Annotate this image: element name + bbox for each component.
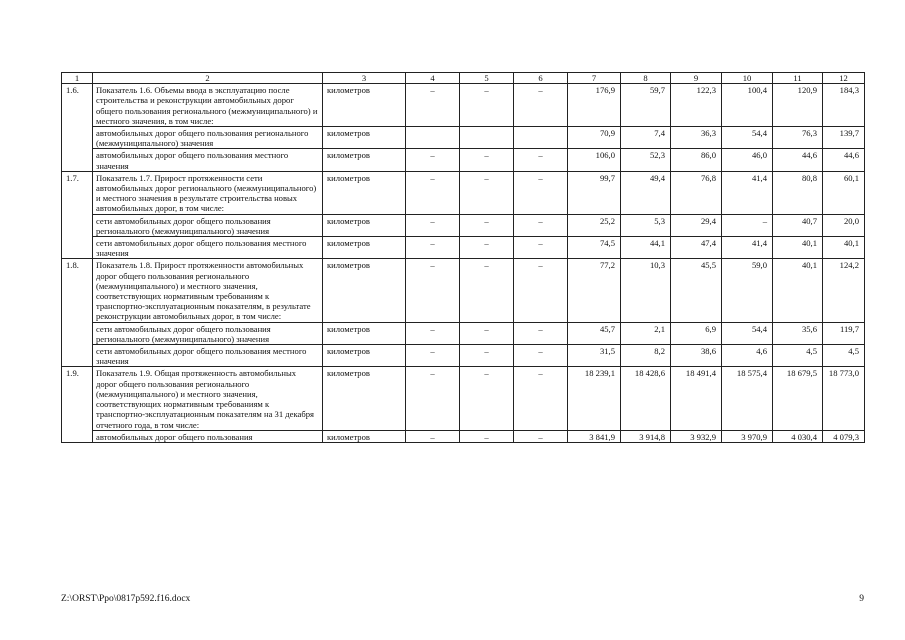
column-number: 7 [568, 73, 621, 84]
unit-cell: километров [323, 214, 406, 236]
unit-cell: километров [323, 84, 406, 127]
value-cell: – [460, 259, 514, 322]
value-cell: 4,6 [722, 345, 773, 367]
unit-cell: километров [323, 367, 406, 430]
value-cell: – [460, 237, 514, 259]
table-row [62, 430, 865, 442]
indicator-name: Показатель 1.7. Прирост протяженности сети автомобильных дорог регионального (межмуниципального) и местного значения в результате строительства новых автомобильных дорог, в том числе: [93, 171, 323, 214]
table-row [62, 259, 865, 322]
value-cell: 18 428,6 [621, 367, 671, 430]
table-row [62, 84, 865, 127]
value-cell: 18 491,4 [671, 367, 722, 430]
indicator-name: Показатель 1.8. Прирост протяженности автомобильных дорог общего пользования регионального (межмуниципального) и местного значения, соответствующих нормативным требованиям к транспортно-эксплуатационным показателям, в результате реконструкции автомобильных дорог, в том числе: [93, 259, 323, 322]
value-cell: 7,4 [621, 127, 671, 149]
unit-cell: километров [323, 430, 406, 442]
value-cell: – [722, 214, 773, 236]
value-cell: 29,4 [671, 214, 722, 236]
value-cell: – [460, 149, 514, 171]
table-row [62, 149, 865, 171]
column-number: 6 [514, 73, 568, 84]
value-cell: 40,7 [773, 214, 823, 236]
value-cell: – [406, 171, 460, 214]
value-cell: 46,0 [722, 149, 773, 171]
table-row [62, 237, 865, 259]
column-number: 1 [62, 73, 93, 84]
value-cell: – [406, 84, 460, 127]
value-cell: 5,3 [621, 214, 671, 236]
value-cell: 38,6 [671, 345, 722, 367]
value-cell: 20,0 [823, 214, 865, 236]
value-cell: 54,4 [722, 322, 773, 344]
value-cell: 36,3 [671, 127, 722, 149]
page-number: 9 [859, 594, 864, 604]
value-cell: 25,2 [568, 214, 621, 236]
value-cell: – [406, 430, 460, 442]
value-cell: 60,1 [823, 171, 865, 214]
value-cell: – [406, 367, 460, 430]
value-cell: 49,4 [621, 171, 671, 214]
indicator-number: 1.6. [62, 84, 93, 172]
value-cell: – [514, 367, 568, 430]
value-cell: 2,1 [621, 322, 671, 344]
indicator-name: Показатель 1.9. Общая протяженность автомобильных дорог общего пользования регионального (межмуниципального) и местного значения, соответствующих нормативным требованиям к транспортно-эксплуатационным показателям на 31 декабря отчетного года, в том числе: [93, 367, 323, 430]
value-cell: 8,2 [621, 345, 671, 367]
value-cell: – [514, 322, 568, 344]
value-cell: 99,7 [568, 171, 621, 214]
value-cell: 122,3 [671, 84, 722, 127]
value-cell: 4,5 [823, 345, 865, 367]
value-cell: 70,9 [568, 127, 621, 149]
value-cell: – [406, 322, 460, 344]
value-cell: 18 773,0 [823, 367, 865, 430]
value-cell: 3 841,9 [568, 430, 621, 442]
indicator-name: автомобильных дорог общего пользования местного значения [93, 149, 323, 171]
value-cell: 100,4 [722, 84, 773, 127]
value-cell [514, 127, 568, 149]
value-cell: 4 079,3 [823, 430, 865, 442]
value-cell: – [460, 367, 514, 430]
value-cell: – [514, 149, 568, 171]
value-cell: 80,8 [773, 171, 823, 214]
value-cell: 6,9 [671, 322, 722, 344]
table-body [62, 73, 865, 443]
indicator-name: автомобильных дорог общего пользования [93, 430, 323, 442]
value-cell: 120,9 [773, 84, 823, 127]
value-cell: – [514, 214, 568, 236]
value-cell: – [514, 84, 568, 127]
table-row [62, 127, 865, 149]
value-cell: 52,3 [621, 149, 671, 171]
table-row [62, 171, 865, 214]
indicator-number: 1.8. [62, 259, 93, 367]
value-cell: – [514, 171, 568, 214]
value-cell: 44,6 [773, 149, 823, 171]
value-cell: 44,6 [823, 149, 865, 171]
value-cell: 76,8 [671, 171, 722, 214]
column-number: 12 [823, 73, 865, 84]
column-number: 11 [773, 73, 823, 84]
value-cell: – [406, 237, 460, 259]
value-cell: 18 575,4 [722, 367, 773, 430]
value-cell: – [460, 84, 514, 127]
unit-cell: километров [323, 127, 406, 149]
column-number: 4 [406, 73, 460, 84]
value-cell: 124,2 [823, 259, 865, 322]
column-number: 10 [722, 73, 773, 84]
value-cell: – [406, 259, 460, 322]
value-cell: 59,7 [621, 84, 671, 127]
value-cell: 44,1 [621, 237, 671, 259]
value-cell: – [406, 214, 460, 236]
value-cell: 106,0 [568, 149, 621, 171]
value-cell: 184,3 [823, 84, 865, 127]
table-row [62, 345, 865, 367]
value-cell: 4 030,4 [773, 430, 823, 442]
column-number: 2 [93, 73, 323, 84]
value-cell: 40,1 [823, 237, 865, 259]
value-cell: 77,2 [568, 259, 621, 322]
indicator-name: автомобильных дорог общего пользования регионального (межмуниципального) значения [93, 127, 323, 149]
value-cell: 86,0 [671, 149, 722, 171]
indicator-name: сети автомобильных дорог общего пользования местного значения [93, 345, 323, 367]
value-cell: 40,1 [773, 259, 823, 322]
value-cell: – [406, 345, 460, 367]
value-cell: 76,3 [773, 127, 823, 149]
value-cell: – [460, 430, 514, 442]
value-cell: 40,1 [773, 237, 823, 259]
value-cell: 139,7 [823, 127, 865, 149]
value-cell: 45,5 [671, 259, 722, 322]
column-number: 9 [671, 73, 722, 84]
unit-cell: километров [323, 259, 406, 322]
value-cell: – [514, 259, 568, 322]
value-cell: 176,9 [568, 84, 621, 127]
indicator-name: сети автомобильных дорог общего пользования регионального (межмуниципального) значения [93, 322, 323, 344]
unit-cell: километров [323, 171, 406, 214]
value-cell: 18 239,1 [568, 367, 621, 430]
indicator-name: сети автомобильных дорог общего пользования местного значения [93, 237, 323, 259]
indicator-name: Показатель 1.6. Объемы ввода в эксплуатацию после строительства и реконструкции автомобильных дорог общего пользования регионального (межмуниципального) и местного значения, в том числе: [93, 84, 323, 127]
value-cell: – [460, 214, 514, 236]
value-cell: 54,4 [722, 127, 773, 149]
value-cell: 47,4 [671, 237, 722, 259]
value-cell: 59,0 [722, 259, 773, 322]
value-cell: 35,6 [773, 322, 823, 344]
table-row [62, 367, 865, 430]
value-cell: 10,3 [621, 259, 671, 322]
value-cell: 74,5 [568, 237, 621, 259]
unit-cell: километров [323, 149, 406, 171]
value-cell: – [460, 171, 514, 214]
value-cell: – [514, 345, 568, 367]
footer-file-path: Z:\ORST\Ppo\0817p592.f16.docx [61, 594, 191, 604]
value-cell: 119,7 [823, 322, 865, 344]
value-cell: – [514, 237, 568, 259]
value-cell: 31,5 [568, 345, 621, 367]
column-number: 3 [323, 73, 406, 84]
value-cell: – [514, 430, 568, 442]
indicator-number: 1.9. [62, 367, 93, 442]
indicator-number: 1.7. [62, 171, 93, 259]
value-cell: 4,5 [773, 345, 823, 367]
value-cell [406, 127, 460, 149]
column-number: 5 [460, 73, 514, 84]
value-cell: – [460, 322, 514, 344]
column-number-row [62, 73, 865, 84]
indicators-table [61, 72, 865, 443]
unit-cell: километров [323, 345, 406, 367]
value-cell: 41,4 [722, 237, 773, 259]
value-cell: 3 914,8 [621, 430, 671, 442]
indicator-name: сети автомобильных дорог общего пользования регионального (межмуниципального) значения [93, 214, 323, 236]
value-cell: 45,7 [568, 322, 621, 344]
column-number: 8 [621, 73, 671, 84]
value-cell: – [460, 345, 514, 367]
value-cell: 3 970,9 [722, 430, 773, 442]
value-cell: 18 679,5 [773, 367, 823, 430]
table-row [62, 214, 865, 236]
value-cell: 41,4 [722, 171, 773, 214]
table-row [62, 322, 865, 344]
unit-cell: километров [323, 237, 406, 259]
value-cell [460, 127, 514, 149]
value-cell: 3 932,9 [671, 430, 722, 442]
value-cell: – [406, 149, 460, 171]
unit-cell: километров [323, 322, 406, 344]
